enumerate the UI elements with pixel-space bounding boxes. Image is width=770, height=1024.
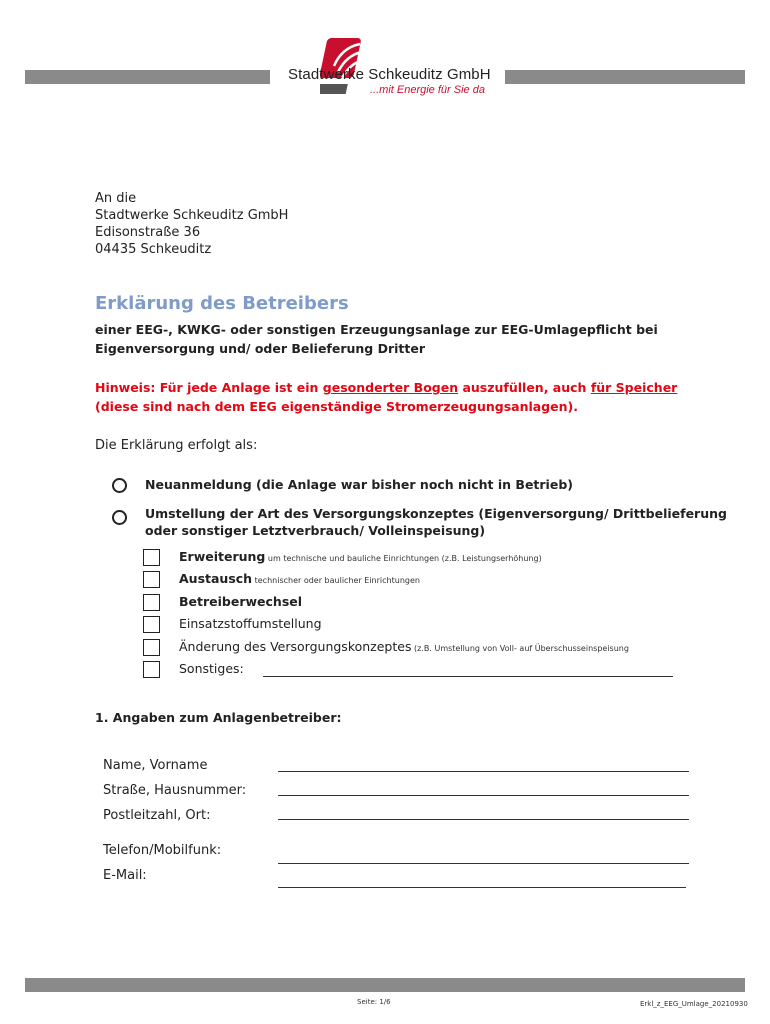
telefon-label: Telefon/Mobilfunk:	[103, 843, 222, 858]
intro-text: Die Erklärung erfolgt als:	[95, 438, 258, 453]
aenderung-note: (z.B. Umstellung von Voll- auf Überschusseinspeisung	[411, 644, 629, 653]
plz-label: Postleitzahl, Ort:	[103, 808, 211, 823]
hinweis-emphasis: für Speicher	[590, 380, 678, 395]
option-umstellung-label	[145, 505, 745, 539]
option-neuanmeldung-label: Neuanmeldung (die Anlage war bisher noch nicht in Betrieb)	[145, 477, 573, 492]
hinweis-line2: (diese sind nach dem EEG eigenständige Stromerzeugungsanlagen).	[95, 399, 578, 414]
aenderung-title: Änderung des Versorgungskonzeptes	[179, 639, 412, 654]
header-bar-left	[25, 70, 270, 84]
telefon-input-line[interactable]	[278, 863, 689, 864]
radio-neuanmeldung[interactable]	[112, 478, 127, 493]
betreiberwechsel-title: Betreiberwechsel	[179, 594, 303, 609]
address-line: Stadtwerke Schkeuditz GmbH	[95, 208, 289, 223]
hinweis-emphasis: gesonderter Bogen	[322, 380, 459, 395]
name-input-line[interactable]	[278, 771, 689, 772]
austausch-note: technischer oder baulicher Einrichtungen	[252, 576, 420, 585]
subtitle-line: Eigenversorgung und/ oder Belieferung Dritter	[95, 341, 426, 356]
option-umstellung-line: oder sonstiger Letztverbrauch/ Volleinspeisung)	[145, 523, 486, 538]
checkbox-erweiterung[interactable]	[143, 549, 160, 566]
address-line: Edisonstraße 36	[95, 225, 201, 240]
address-line: An die	[95, 191, 137, 206]
email-label: E-Mail:	[103, 868, 147, 883]
strasse-label: Straße, Hausnummer:	[103, 783, 247, 798]
company-name: Stadtwerke Schkeuditz GmbH	[288, 66, 491, 83]
aenderung-label	[179, 639, 629, 654]
option-umstellung-line: Umstellung der Art des Versorgungskonzeptes (Eigenversorgung/ Drittbelieferung	[145, 506, 727, 521]
slogan: ...mit Energie für Sie da	[370, 84, 485, 96]
checkbox-einsatzstoffumstellung[interactable]	[143, 616, 160, 633]
erweiterung-label	[179, 549, 542, 564]
strasse-input-line[interactable]	[278, 795, 689, 796]
document-id: Erkl_z_EEG_Umlage_20210930	[640, 1000, 748, 1008]
sonstiges-input-line[interactable]	[263, 676, 673, 677]
sonstiges-label: Sonstiges:	[179, 661, 244, 676]
hinweis-notice	[95, 378, 745, 416]
subtitle	[95, 320, 735, 358]
erweiterung-note: um technische und bauliche Einrichtungen (z.B. Leistungserhöhung)	[265, 554, 542, 563]
footer-bar	[25, 978, 745, 992]
checkbox-austausch[interactable]	[143, 571, 160, 588]
hinweis-text: Hinweis: Für jede Anlage ist ein	[95, 380, 323, 395]
section-heading: 1. Angaben zum Anlagenbetreiber:	[95, 710, 342, 725]
austausch-title: Austausch	[179, 571, 253, 586]
einsatzstoffumstellung-label: Einsatzstoffumstellung	[179, 616, 322, 631]
address-block	[95, 190, 288, 258]
address-line: 04435 Schkeuditz	[95, 242, 212, 257]
betreiberwechsel-label	[179, 594, 302, 609]
plz-input-line[interactable]	[278, 819, 689, 820]
header-bar-right	[505, 70, 745, 84]
checkbox-aenderung[interactable]	[143, 639, 160, 656]
hinweis-text: auszufüllen, auch	[458, 380, 591, 395]
radio-umstellung[interactable]	[112, 510, 127, 525]
checkbox-betreiberwechsel[interactable]	[143, 594, 160, 611]
erweiterung-title: Erweiterung	[179, 549, 266, 564]
page-title: Erklärung des Betreibers	[95, 293, 349, 314]
austausch-label	[179, 571, 420, 586]
checkbox-sonstiges[interactable]	[143, 661, 160, 678]
name-label: Name, Vorname	[103, 758, 208, 773]
email-input-line[interactable]	[278, 887, 686, 888]
subtitle-line: einer EEG-, KWKG- oder sonstigen Erzeugungsanlage zur EEG-Umlagepflicht bei	[95, 322, 658, 337]
page-number: Seite: 1/6	[357, 998, 391, 1006]
